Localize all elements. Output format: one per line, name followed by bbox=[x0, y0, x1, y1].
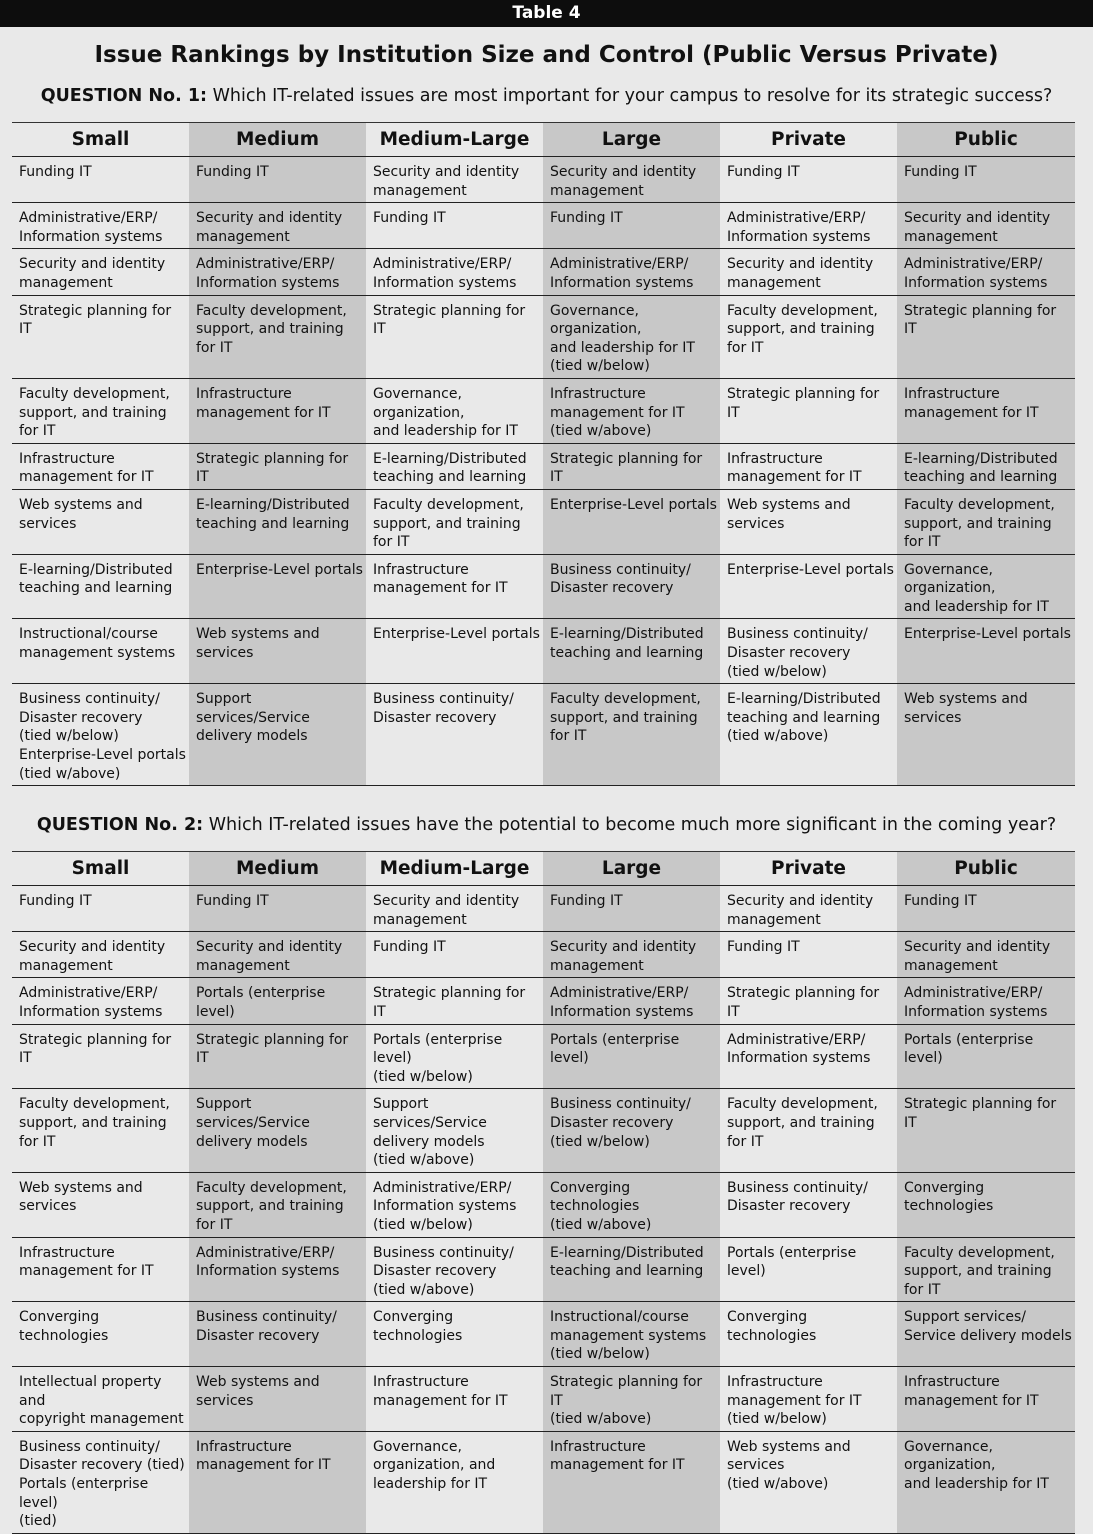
page-title: Issue Rankings by Institution Size and Control (Public Versus Private) bbox=[94, 42, 999, 68]
table-cell: Strategic planning for IT bbox=[189, 1024, 366, 1089]
table-cell: Administrative/ERP/ Information systems (tied w/below) bbox=[366, 1172, 543, 1237]
table-row bbox=[12, 157, 1075, 203]
table-cell: Web systems and services bbox=[12, 489, 189, 554]
table-cell: Strategic planning for IT bbox=[366, 978, 543, 1024]
table-cell: Administrative/ERP/ Information systems bbox=[543, 978, 720, 1024]
column-header-medium: Medium bbox=[189, 123, 366, 157]
table-cell: Faculty development, support, and training for IT bbox=[189, 295, 366, 378]
table-row bbox=[12, 1302, 1075, 1367]
table-cell: Infrastructure management for IT (tied w/above) bbox=[543, 378, 720, 443]
table-cell: Portals (enterprise level) bbox=[720, 1237, 897, 1302]
table-row bbox=[12, 554, 1075, 619]
table-cell: Infrastructure management for IT bbox=[897, 378, 1075, 443]
table-cell: Faculty development, support, and training for IT bbox=[543, 684, 720, 786]
table-cell: Faculty development, support, and training for IT bbox=[897, 489, 1075, 554]
table-row bbox=[12, 249, 1075, 295]
table-cell: Governance, organization, and leadership for IT bbox=[897, 554, 1075, 619]
question-2-label: QUESTION No. 2: bbox=[36, 815, 204, 835]
table-row bbox=[12, 886, 1075, 932]
table-cell: Strategic planning for IT bbox=[720, 978, 897, 1024]
table-cell: Business continuity/ Disaster recovery (tied w/below) bbox=[720, 619, 897, 684]
table-cell: Administrative/ERP/ Information systems bbox=[543, 249, 720, 295]
column-header-small: Small bbox=[12, 123, 189, 157]
table-cell: Converging technologies (tied w/above) bbox=[543, 1172, 720, 1237]
table-cell: Instructional/course management systems (tied w/below) bbox=[543, 1302, 720, 1367]
table-cell: E-learning/Distributed teaching and learning bbox=[366, 443, 543, 489]
table-cell: Security and identity management bbox=[543, 157, 720, 203]
table-cell: Business continuity/ Disaster recovery (tied w/below) Enterprise-Level portals (tied w/above) bbox=[12, 684, 189, 786]
column-header-medium: Medium bbox=[189, 852, 366, 886]
table-cell: Funding IT bbox=[189, 157, 366, 203]
table-cell: Security and identity management bbox=[720, 886, 897, 932]
table-cell: Infrastructure management for IT bbox=[543, 1431, 720, 1533]
column-header-medium-large: Medium-Large bbox=[366, 852, 543, 886]
table-cell: Infrastructure management for IT bbox=[189, 1431, 366, 1533]
table-row bbox=[12, 295, 1075, 378]
table-cell: Portals (enterprise level) bbox=[189, 978, 366, 1024]
table-cell: Enterprise-Level portals bbox=[189, 554, 366, 619]
table-cell: Enterprise-Level portals bbox=[543, 489, 720, 554]
table-cell: Strategic planning for IT bbox=[12, 1024, 189, 1089]
table-row bbox=[12, 1172, 1075, 1237]
table-cell: Converging technologies bbox=[366, 1302, 543, 1367]
table-cell: Infrastructure management for IT bbox=[897, 1367, 1075, 1432]
table-row bbox=[12, 489, 1075, 554]
table-cell: Funding IT bbox=[543, 886, 720, 932]
table-cell: Security and identity management bbox=[543, 932, 720, 978]
column-header-medium-large: Medium-Large bbox=[366, 123, 543, 157]
table-cell: Enterprise-Level portals bbox=[720, 554, 897, 619]
table-cell: Governance, organization, and leadership for IT bbox=[897, 1431, 1075, 1533]
table-cell: Strategic planning for IT bbox=[189, 443, 366, 489]
table-row bbox=[12, 443, 1075, 489]
table-cell: Business continuity/ Disaster recovery bbox=[366, 684, 543, 786]
table-cell: Strategic planning for IT bbox=[897, 295, 1075, 378]
table-cell: Web systems and services bbox=[720, 489, 897, 554]
column-header-small: Small bbox=[12, 852, 189, 886]
table-row bbox=[12, 1431, 1075, 1533]
table-cell: Administrative/ERP/ Information systems bbox=[12, 203, 189, 249]
table-cell: Business continuity/ Disaster recovery bbox=[543, 554, 720, 619]
table-cell: Administrative/ERP/ Information systems bbox=[897, 249, 1075, 295]
table-cell: Administrative/ERP/ Information systems bbox=[12, 978, 189, 1024]
table-cell: Intellectual property and copyright management bbox=[12, 1367, 189, 1432]
table-cell: Business continuity/ Disaster recovery (tied w/below) bbox=[543, 1089, 720, 1172]
table-cell: Web systems and services bbox=[189, 1367, 366, 1432]
table-cell: Strategic planning for IT bbox=[12, 295, 189, 378]
table-cell: E-learning/Distributed teaching and learning (tied w/above) bbox=[720, 684, 897, 786]
question-1-text: Which IT-related issues are most important for your campus to resolve for its strategic success? bbox=[212, 86, 1053, 106]
table-row bbox=[12, 619, 1075, 684]
table-cell: Security and identity management bbox=[720, 249, 897, 295]
table-cell: Security and identity management bbox=[189, 932, 366, 978]
question-1-label: QUESTION No. 1: bbox=[40, 86, 207, 106]
table-cell: Security and identity management bbox=[897, 932, 1075, 978]
table-cell: Administrative/ERP/ Information systems bbox=[366, 249, 543, 295]
table-cell: Support services/Service delivery models bbox=[189, 1089, 366, 1172]
table-cell: Strategic planning for IT bbox=[366, 295, 543, 378]
table-cell: Funding IT bbox=[720, 157, 897, 203]
table-cell: Funding IT bbox=[897, 886, 1075, 932]
table-row bbox=[12, 1367, 1075, 1432]
table-cell: Infrastructure management for IT (tied w/below) bbox=[720, 1367, 897, 1432]
table-header-row bbox=[12, 852, 1075, 886]
table-cell: Funding IT bbox=[720, 932, 897, 978]
column-header-public: Public bbox=[897, 852, 1075, 886]
question-2-heading bbox=[0, 813, 1093, 837]
table-cell: E-learning/Distributed teaching and learning bbox=[12, 554, 189, 619]
table-cell: Web systems and services bbox=[189, 619, 366, 684]
table-cell: Web systems and services (tied w/above) bbox=[720, 1431, 897, 1533]
table-cell: Security and identity management bbox=[897, 203, 1075, 249]
table-row bbox=[12, 978, 1075, 1024]
table-cell: Infrastructure management for IT bbox=[366, 554, 543, 619]
table-cell: Security and identity management bbox=[12, 932, 189, 978]
table-cell: Administrative/ERP/ Information systems bbox=[189, 249, 366, 295]
table-cell: Infrastructure management for IT bbox=[12, 443, 189, 489]
table-body bbox=[12, 886, 1075, 1534]
table-cell: Enterprise-Level portals bbox=[366, 619, 543, 684]
table-cell: Strategic planning for IT bbox=[897, 1089, 1075, 1172]
table-cell: E-learning/Distributed teaching and learning bbox=[543, 619, 720, 684]
table-cell: Faculty development, support, and training for IT bbox=[720, 1089, 897, 1172]
table-number-label: Table 4 bbox=[512, 3, 581, 23]
table-cell: Security and identity management bbox=[12, 249, 189, 295]
table-cell: Infrastructure management for IT bbox=[720, 443, 897, 489]
question-2-rankings-table bbox=[12, 851, 1075, 1534]
table-row bbox=[12, 684, 1075, 786]
table-row bbox=[12, 378, 1075, 443]
table-cell: Business continuity/ Disaster recovery (tied) Portals (enterprise level) (tied) bbox=[12, 1431, 189, 1533]
table-row bbox=[12, 932, 1075, 978]
question-1-heading bbox=[0, 84, 1093, 108]
table-cell: Strategic planning for IT bbox=[720, 378, 897, 443]
question-1-rankings-table bbox=[12, 122, 1075, 786]
table-number-bar bbox=[0, 0, 1093, 27]
table-cell: Portals (enterprise level) (tied w/below) bbox=[366, 1024, 543, 1089]
table-cell: Support services/Service delivery models bbox=[189, 684, 366, 786]
table-cell: Business continuity/ Disaster recovery bbox=[189, 1302, 366, 1367]
table-row bbox=[12, 203, 1075, 249]
table-cell: Faculty development, support, and training for IT bbox=[366, 489, 543, 554]
table-cell: Administrative/ERP/ Information systems bbox=[897, 978, 1075, 1024]
question-2-text: Which IT-related issues have the potential to become much more significant in the coming year? bbox=[208, 815, 1057, 835]
table-cell: Funding IT bbox=[897, 157, 1075, 203]
table-cell: Infrastructure management for IT bbox=[12, 1237, 189, 1302]
table-cell: Administrative/ERP/ Information systems bbox=[720, 203, 897, 249]
table-cell: Converging technologies bbox=[897, 1172, 1075, 1237]
table-cell: Funding IT bbox=[12, 886, 189, 932]
table-row bbox=[12, 1089, 1075, 1172]
table-cell: Infrastructure management for IT bbox=[366, 1367, 543, 1432]
table-cell: Converging technologies bbox=[12, 1302, 189, 1367]
table-cell: Governance, organization, and leadership for IT bbox=[366, 378, 543, 443]
table-cell: Support services/Service delivery models (tied w/above) bbox=[366, 1089, 543, 1172]
table-cell: Faculty development, support, and training for IT bbox=[189, 1172, 366, 1237]
table-cell: Faculty development, support, and training for IT bbox=[720, 295, 897, 378]
table-cell: Security and identity management bbox=[366, 157, 543, 203]
table-cell: Business continuity/ Disaster recovery bbox=[720, 1172, 897, 1237]
table-cell: Faculty development, support, and training for IT bbox=[12, 1089, 189, 1172]
column-header-large: Large bbox=[543, 123, 720, 157]
table-cell: Infrastructure management for IT bbox=[189, 378, 366, 443]
table-row bbox=[12, 1024, 1075, 1089]
column-header-public: Public bbox=[897, 123, 1075, 157]
table-cell: Governance, organization, and leadership for IT bbox=[366, 1431, 543, 1533]
table-cell: Governance, organization, and leadership for IT (tied w/below) bbox=[543, 295, 720, 378]
table-header-row bbox=[12, 123, 1075, 157]
table-cell: Security and identity management bbox=[189, 203, 366, 249]
table-cell: Funding IT bbox=[12, 157, 189, 203]
table-cell: E-learning/Distributed teaching and learning bbox=[543, 1237, 720, 1302]
table-cell: Funding IT bbox=[543, 203, 720, 249]
table-cell: Web systems and services bbox=[12, 1172, 189, 1237]
table-cell: Funding IT bbox=[189, 886, 366, 932]
column-header-private: Private bbox=[720, 852, 897, 886]
table-cell: E-learning/Distributed teaching and learning bbox=[189, 489, 366, 554]
table-cell: Portals (enterprise level) bbox=[543, 1024, 720, 1089]
table-cell: Faculty development, support, and training for IT bbox=[12, 378, 189, 443]
table-cell: Administrative/ERP/ Information systems bbox=[720, 1024, 897, 1089]
table-cell: Administrative/ERP/ Information systems bbox=[189, 1237, 366, 1302]
table-cell: Security and identity management bbox=[366, 886, 543, 932]
table-body bbox=[12, 157, 1075, 786]
table-cell: Strategic planning for IT bbox=[543, 443, 720, 489]
column-header-large: Large bbox=[543, 852, 720, 886]
table-cell: Funding IT bbox=[366, 932, 543, 978]
column-header-private: Private bbox=[720, 123, 897, 157]
table-cell: Portals (enterprise level) bbox=[897, 1024, 1075, 1089]
table-cell: Strategic planning for IT (tied w/above) bbox=[543, 1367, 720, 1432]
table-cell: E-learning/Distributed teaching and learning bbox=[897, 443, 1075, 489]
table-row bbox=[12, 1237, 1075, 1302]
table-cell: Business continuity/ Disaster recovery (tied w/above) bbox=[366, 1237, 543, 1302]
table-cell: Instructional/course management systems bbox=[12, 619, 189, 684]
table-cell: Support services/ Service delivery models bbox=[897, 1302, 1075, 1367]
table-cell: Converging technologies bbox=[720, 1302, 897, 1367]
table-cell: Enterprise-Level portals bbox=[897, 619, 1075, 684]
table-cell: Web systems and services bbox=[897, 684, 1075, 786]
table-cell: Faculty development, support, and training for IT bbox=[897, 1237, 1075, 1302]
table-cell: Funding IT bbox=[366, 203, 543, 249]
